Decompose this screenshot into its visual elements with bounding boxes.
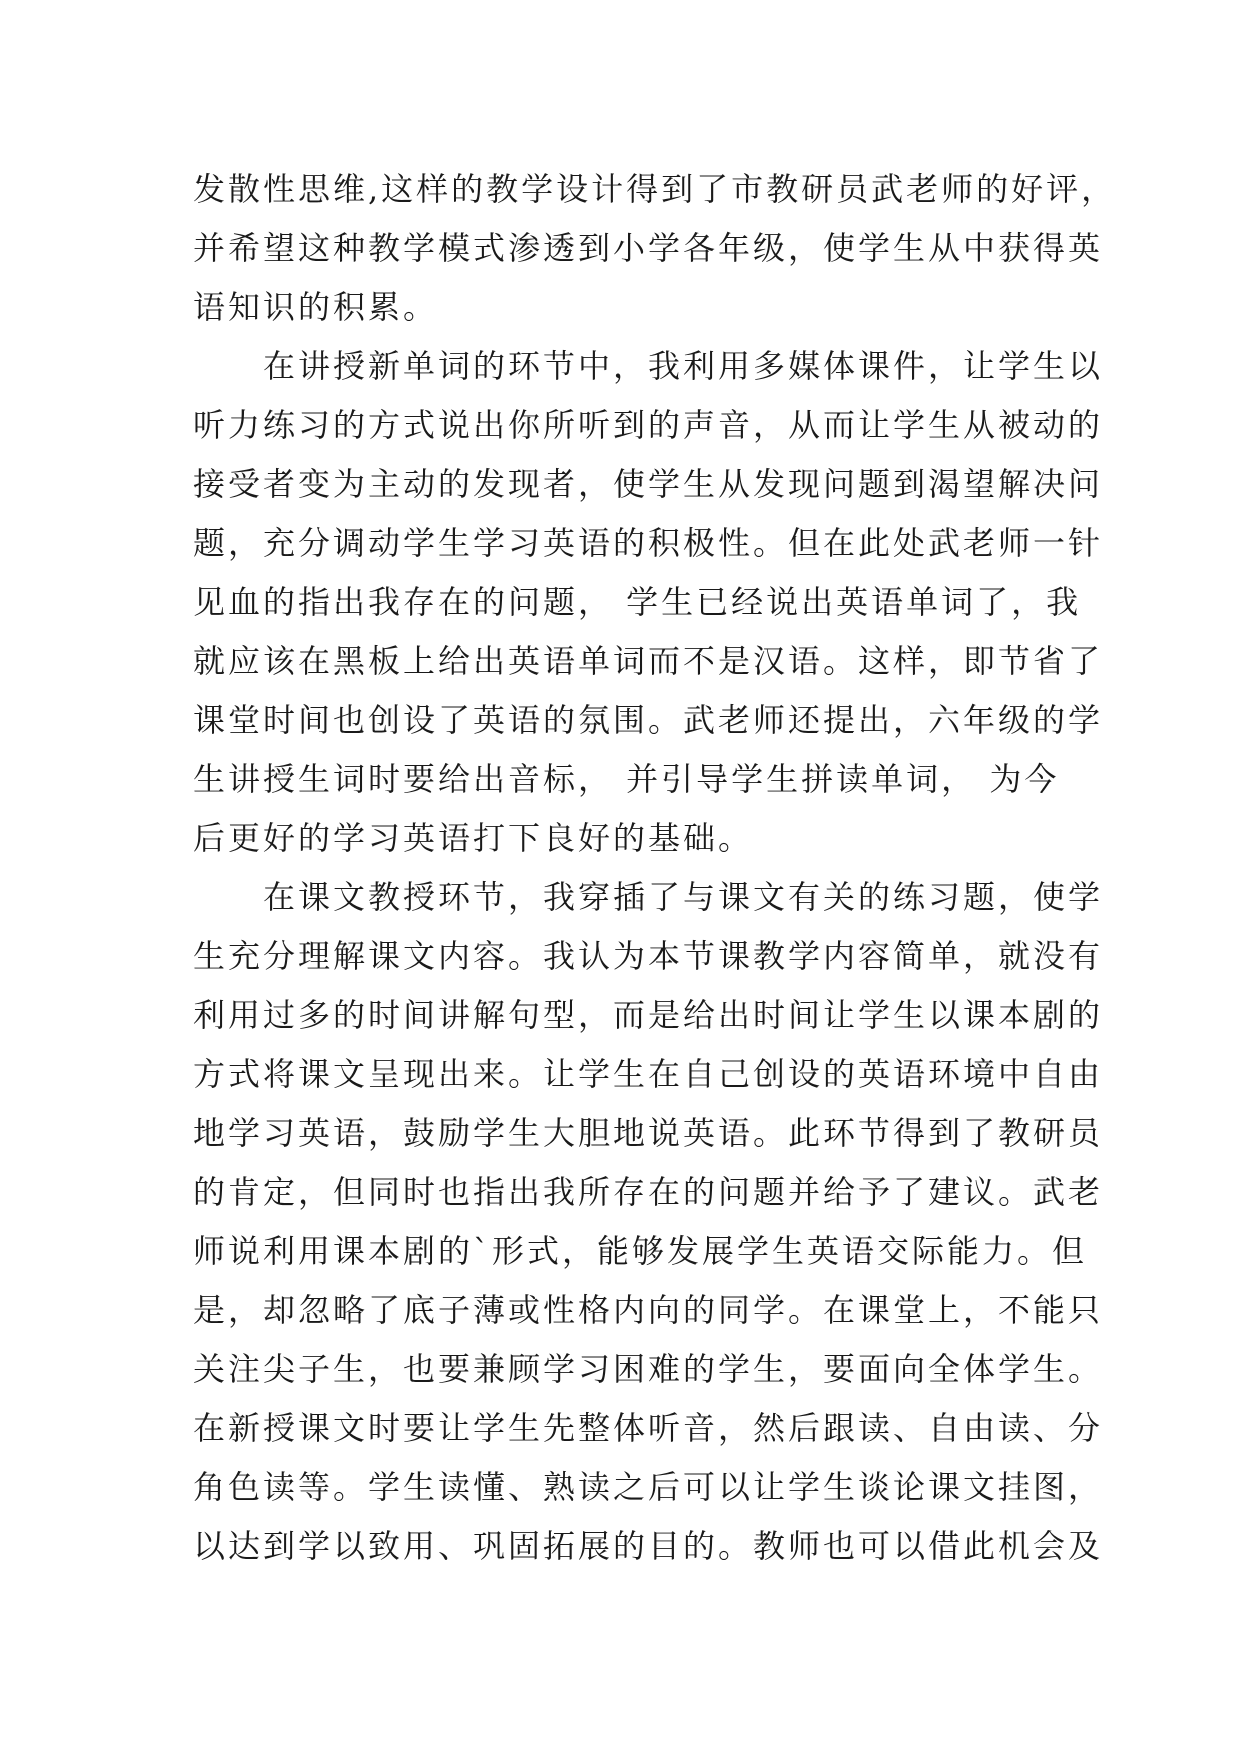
text-line: 课堂时间也创设了英语的氛围。武老师还提出，六年级的学 <box>193 701 1104 739</box>
text-line: 听力练习的方式说出你所听到的声音，从而让学生从被动的 <box>193 406 1104 444</box>
text-line: 见血的指出我存在的问题， 学生已经说出英语单词了，我 <box>193 583 1082 621</box>
paragraph-first-line: 在讲授新单词的环节中，我利用多媒体课件，让学生以 <box>263 347 1104 385</box>
text-line: 以达到学以致用、巩固拓展的目的。教师也可以借此机会及 <box>193 1527 1104 1565</box>
text-line: 就应该在黑板上给出英语单词而不是汉语。这样，即节省了 <box>193 642 1104 680</box>
text-line: 角色读等。学生读懂、熟读之后可以让学生谈论课文挂图， <box>193 1468 1104 1506</box>
paragraph-first-line: 在课文教授环节，我穿插了与课文有关的练习题，使学 <box>263 878 1104 916</box>
text-line: 并希望这种教学模式渗透到小学各年级，使学生从中获得英 <box>193 229 1104 267</box>
text-line: 题，充分调动学生学习英语的积极性。但在此处武老师一针 <box>193 524 1104 562</box>
body-text <box>193 160 1117 1576</box>
text-line: 是，却忽略了底子薄或性格内向的同学。在课堂上，不能只 <box>193 1291 1104 1329</box>
text-line: 方式将课文呈现出来。让学生在自己创设的英语环境中自由 <box>193 1055 1104 1093</box>
text-line: 生充分理解课文内容。我认为本节课教学内容简单，就没有 <box>193 937 1104 975</box>
text-line: 发散性思维,这样的教学设计得到了市教研员武老师的好评， <box>193 170 1117 208</box>
text-line: 关注尖子生，也要兼顾学习困难的学生，要面向全体学生。 <box>193 1350 1104 1388</box>
text-line: 后更好的学习英语打下良好的基础。 <box>193 819 754 857</box>
text-line: 在新授课文时要让学生先整体听音，然后跟读、自由读、分 <box>193 1409 1104 1447</box>
text-line: 语知识的积累。 <box>193 288 439 326</box>
text-line: 生讲授生词时要给出音标， 并引导学生拼读单词， 为今 <box>193 760 1060 798</box>
text-line: 地学习英语，鼓励学生大胆地说英语。此环节得到了教研员 <box>193 1114 1104 1152</box>
text-line: 接受者变为主动的发现者，使学生从发现问题到渴望解决问 <box>193 465 1104 503</box>
text-line: 师说利用课本剧的`形式，能够发展学生英语交际能力。但 <box>193 1232 1088 1270</box>
text-line: 的肯定，但同时也指出我所存在的问题并给予了建议。武老 <box>193 1173 1104 1211</box>
text-line: 利用过多的时间讲解句型，而是给出时间让学生以课本剧的 <box>193 996 1104 1034</box>
